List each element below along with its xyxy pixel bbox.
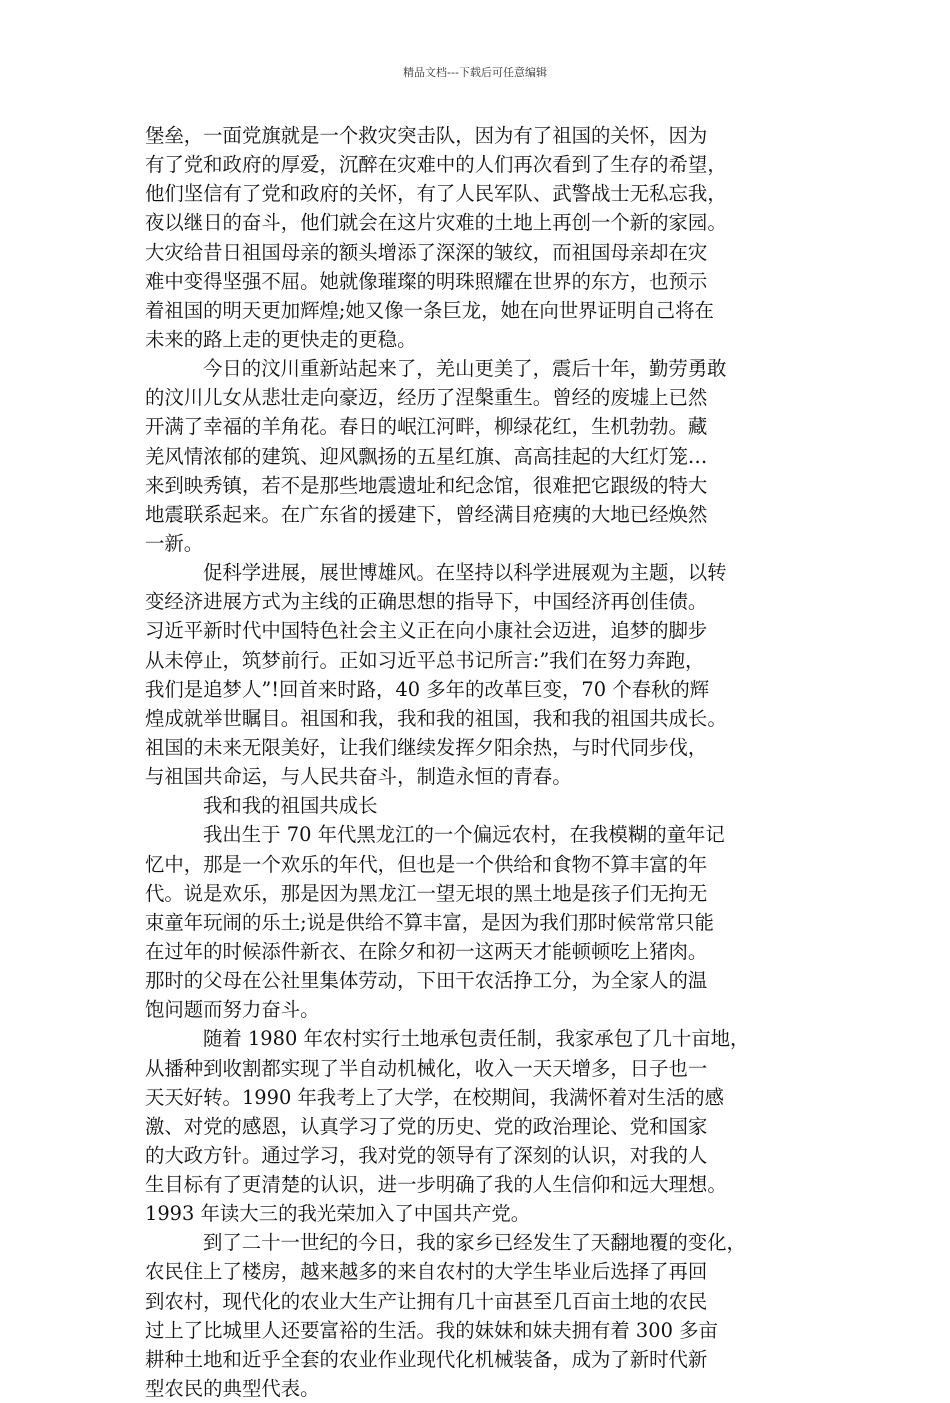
text-line: 的汶川儿女从悲壮走向豪迈，经历了涅槃重生。曾经的废墟上已然 bbox=[145, 386, 708, 410]
text-line: 与祖国共命运，与人民共奋斗，制造永恒的青春。 bbox=[145, 765, 572, 789]
text-line: 地震联系起来。在广东省的援建下，曾经满目疮痍的大地已经焕然 bbox=[145, 502, 708, 526]
text-line: 祖国的未来无限美好，让我们继续发挥夕阳余热，与时代同步伐， bbox=[145, 735, 708, 759]
text-line: 促科学进展，展世博雄风。在坚持以科学进展观为主题，以转 bbox=[203, 561, 727, 585]
text-line: 习近平新时代中国特色社会主义正在向小康社会迈进，追梦的脚步 bbox=[145, 619, 708, 643]
text-line: 我出生于 70 年代黑龙江的一个偏远农村，在我模糊的童年记 bbox=[203, 823, 725, 847]
text-line: 变经济进展方式为主线的正确思想的指导下，中国经济再创佳债。 bbox=[145, 590, 708, 614]
text-line: 生目标有了更清楚的认识，进一步明确了我的人生信仰和远大理想。 bbox=[145, 1173, 727, 1197]
text-line: 在过年的时候添件新衣、在除夕和初一这两天才能顿顿吃上猪肉。 bbox=[145, 939, 708, 963]
text-line: 难中变得坚强不屈。她就像璀璨的明珠照耀在世界的东方，也预示 bbox=[145, 269, 708, 293]
text-line: 随着 1980 年农村实行土地承包责任制，我家承包了几十亩地， bbox=[203, 1027, 750, 1051]
text-line: 有了党和政府的厚爱，沉醉在灾难中的人们再次看到了生存的希望， bbox=[145, 153, 727, 177]
text-line: 耕种土地和近乎全套的农业作业现代化机械装备，成为了新时代新 bbox=[145, 1347, 708, 1371]
text-line: 我们是追梦人”!回首来时路，40 多年的改革巨变，70 个春秋的辉 bbox=[145, 677, 710, 701]
text-line: 到农村，现代化的农业大生产让拥有几十亩甚至几百亩土地的农民 bbox=[145, 1289, 708, 1313]
text-line: 农民住上了楼房，越来越多的来自农村的大学生毕业后选择了再回 bbox=[145, 1260, 708, 1284]
text-line: 他们坚信有了党和政府的关怀，有了人民军队、武警战士无私忘我， bbox=[145, 182, 727, 206]
text-line: 到了二十一世纪的今日，我的家乡已经发生了天翻地覆的变化， bbox=[203, 1231, 746, 1255]
text-line: 羌风情浓郁的建筑、迎风飘扬的五星红旗、高高挂起的大红灯笼… bbox=[145, 444, 708, 468]
text-line: 未来的路上走的更快走的更稳。 bbox=[145, 327, 417, 351]
text-line: 激、对党的感恩，认真学习了党的历史、党的政治理论、党和国家 bbox=[145, 1114, 708, 1138]
text-line: 煌成就举世瞩目。祖国和我，我和我的祖国，我和我的祖国共成长。 bbox=[145, 706, 727, 730]
text-line: 开满了幸福的羊角花。春日的岷江河畔，柳绿花红，生机勃勃。藏 bbox=[145, 415, 708, 439]
text-line: 束童年玩闹的乐土;说是供给不算丰富，是因为我们那时候常常只能 bbox=[145, 910, 714, 934]
document-body bbox=[145, 121, 825, 1403]
text-line: 的大政方针。通过学习，我对党的领导有了深刻的认识，对我的人 bbox=[145, 1143, 708, 1167]
text-line: 型农民的典型代表。 bbox=[145, 1377, 320, 1401]
text-line: 1993 年读大三的我光荣加入了中国共产党。 bbox=[145, 1202, 531, 1226]
text-line: 代。说是欢乐，那是因为黑龙江一望无垠的黑土地是孩子们无拘无 bbox=[145, 881, 708, 905]
text-line: 堡垒，一面党旗就是一个救灾突击队，因为有了祖国的关怀，因为 bbox=[145, 124, 708, 147]
text-line: 从未停止，筑梦前行。正如习近平总书记所言:”我们在努力奔跑， bbox=[145, 648, 705, 672]
text-line: 过上了比城里人还要富裕的生活。我的妹妹和妹夫拥有着 300 多亩 bbox=[145, 1318, 718, 1342]
text-line: 夜以继日的奋斗，他们就会在这片灾难的土地上再创一个新的家园。 bbox=[145, 211, 727, 235]
text-line: 忆中，那是一个欢乐的年代，但也是一个供给和食物不算丰富的年 bbox=[145, 852, 708, 876]
text-line: 饱问题而努力奋斗。 bbox=[145, 998, 320, 1022]
text-line: 天天好转。1990 年我考上了大学，在校期间，我满怀着对生活的感 bbox=[145, 1085, 725, 1109]
text-line: 我和我的祖国共成长 bbox=[203, 794, 378, 818]
text-line: 来到映秀镇，若不是那些地震遗址和纪念馆，很难把它跟级的特大 bbox=[145, 473, 708, 497]
text-line: 着祖国的明天更加辉煌;她又像一条巨龙，她在向世界证明自己将在 bbox=[145, 298, 714, 322]
text-line: 那时的父母在公社里集体劳动，下田干农活挣工分，为全家人的温 bbox=[145, 969, 708, 993]
text-line: 从播种到收割都实现了半自动机械化，收入一天天增多，日子也一 bbox=[145, 1056, 708, 1080]
text-line: 一新。 bbox=[145, 531, 204, 555]
text-line: 今日的汶川重新站起来了，羌山更美了，震后十年，勤劳勇敢 bbox=[203, 357, 727, 381]
text-line: 大灾给昔日祖国母亲的额头增添了深深的皱纹，而祖国母亲却在灾 bbox=[145, 240, 708, 264]
page-header: 精品文档---下载后可任意编辑 bbox=[403, 66, 547, 79]
